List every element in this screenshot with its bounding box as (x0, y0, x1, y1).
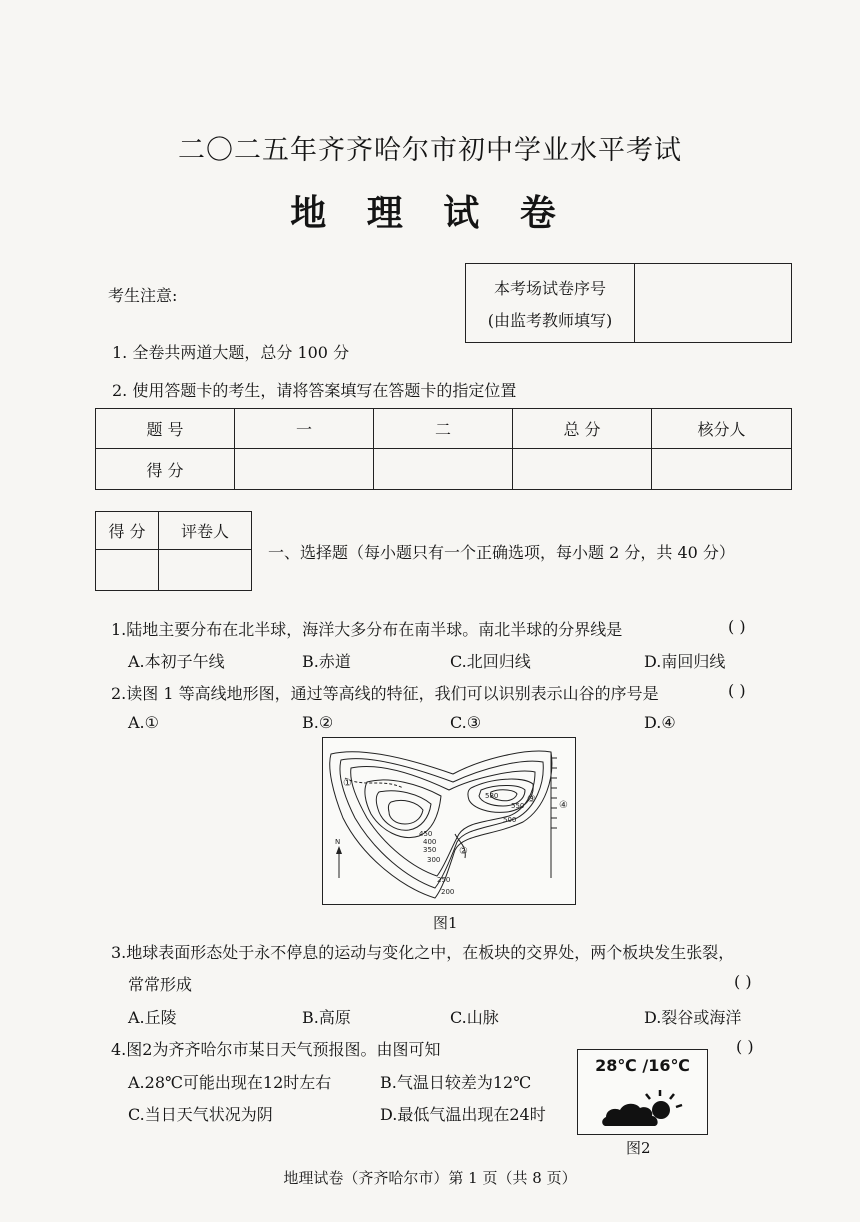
marker-1: ① (343, 778, 352, 789)
question-4-bracket[interactable]: ( ) (736, 1037, 754, 1056)
seat-number-box (465, 263, 792, 343)
north-arrow-icon (336, 846, 342, 854)
question-4-option-c[interactable]: C.当日天气状况为阴 (128, 1105, 273, 1124)
score-cell-part2[interactable] (374, 449, 513, 490)
question-1-option-d[interactable]: D.南回归线 (644, 652, 726, 671)
figure-1-caption: 图1 (433, 914, 458, 932)
question-3-option-d[interactable]: D.裂谷或海洋 (644, 1008, 742, 1027)
question-1-option-a[interactable]: A.本初子午线 (128, 652, 225, 671)
section-heading: 一、选择题（每小题只有一个正确选项，每小题 2 分，共 40 分） (268, 543, 735, 562)
question-4-stem: 4.图2为齐齐哈尔市某日天气预报图。由图可知 (111, 1040, 441, 1059)
score-header-checker: 核分人 (652, 409, 792, 449)
question-2-option-b[interactable]: B.② (302, 713, 334, 732)
label-250: 250 (437, 876, 451, 884)
seat-number-text: 本考场试卷序号 (493, 279, 606, 298)
label-500: 500 (503, 816, 517, 824)
question-4-option-b[interactable]: B.气温日较差为12℃ (380, 1073, 532, 1092)
score-cell-total[interactable] (513, 449, 652, 490)
seat-number-label (466, 264, 635, 343)
score-cell-part1[interactable] (235, 449, 374, 490)
score-header-part2: 二 (374, 409, 513, 449)
question-2-stem: 2.读图 1 等高线地形图，通过等高线的特征，我们可以识别表示山谷的序号是 (111, 684, 659, 703)
grader-name-field[interactable] (159, 550, 252, 591)
figure-2-caption: 图2 (626, 1139, 651, 1157)
label-550: 550 (511, 802, 525, 810)
question-2-bracket[interactable]: ( ) (728, 681, 746, 700)
exam-title: 二〇二五年齐齐哈尔市初中学业水平考试 (178, 135, 682, 166)
score-header-total: 总 分 (513, 409, 652, 449)
contour-map-svg (323, 738, 575, 904)
grader-box (95, 511, 252, 591)
question-1-stem: 1.陆地主要分布在北半球，海洋大多分布在南半球。南北半球的分界线是 (111, 620, 623, 639)
question-2-option-a[interactable]: A.① (128, 713, 159, 732)
score-cell-checker[interactable] (652, 449, 792, 490)
question-3-bracket[interactable]: ( ) (734, 972, 752, 991)
notice-heading: 考生注意: (108, 286, 178, 305)
contour-450 (388, 800, 423, 824)
label-450: 450 (419, 830, 433, 838)
question-4-option-a[interactable]: A.28℃可能出现在12时左右 (128, 1073, 332, 1092)
figure-2-weather-forecast (577, 1049, 708, 1135)
marker-2: ② (459, 846, 468, 857)
question-2-option-c[interactable]: C.③ (450, 713, 482, 732)
label-400: 400 (423, 838, 437, 846)
marker-3: ③ (527, 794, 536, 805)
question-1-option-c[interactable]: C.北回归线 (450, 652, 531, 671)
grader-score-label: 得 分 (96, 512, 159, 550)
grader-name-label: 评卷人 (159, 512, 252, 550)
score-header-part1: 一 (235, 409, 374, 449)
exam-subject: 地 理 试 卷 (290, 192, 570, 234)
seat-number-subtext: (由监考教师填写) (487, 311, 613, 330)
question-3-stem: 3.地球表面形态处于永不停息的运动与变化之中，在板块的交界处，两个板块发生张裂， (111, 943, 735, 962)
question-3-option-a[interactable]: A.丘陵 (128, 1008, 177, 1027)
north-label: N (335, 838, 341, 846)
figure-1-contour-map (322, 737, 576, 905)
dashed-ridge (345, 778, 403, 788)
cloudy-sun-icon (578, 1050, 707, 1134)
question-4-option-d[interactable]: D.最低气温出现在24时 (380, 1105, 546, 1124)
label-350: 350 (423, 846, 437, 854)
notice-item-1: 1. 全卷共两道大题，总分 100 分 (112, 343, 350, 362)
score-table (95, 408, 792, 490)
question-2-option-d[interactable]: D.④ (644, 713, 676, 732)
question-1-option-b[interactable]: B.赤道 (302, 652, 351, 671)
marker-4: ④ (559, 800, 568, 811)
question-3-option-b[interactable]: B.高原 (302, 1008, 351, 1027)
label-300: 300 (427, 856, 441, 864)
question-3-stem-continued: 常常形成 (128, 975, 193, 994)
label-580: 580 (485, 792, 499, 800)
score-header-number: 题 号 (96, 409, 235, 449)
question-3-option-c[interactable]: C.山脉 (450, 1008, 499, 1027)
question-1-bracket[interactable]: ( ) (728, 617, 746, 636)
notice-item-2: 2. 使用答题卡的考生，请将答案填写在答题卡的指定位置 (112, 381, 517, 400)
seat-number-field[interactable] (635, 264, 792, 343)
grader-score-field[interactable] (96, 550, 159, 591)
score-row-label: 得 分 (96, 449, 235, 490)
page-footer: 地理试卷（齐齐哈尔市）第 1 页（共 8 页） (283, 1169, 577, 1187)
label-200: 200 (441, 888, 455, 896)
forecast-temperatures: 28℃ /16℃ (595, 1056, 690, 1075)
